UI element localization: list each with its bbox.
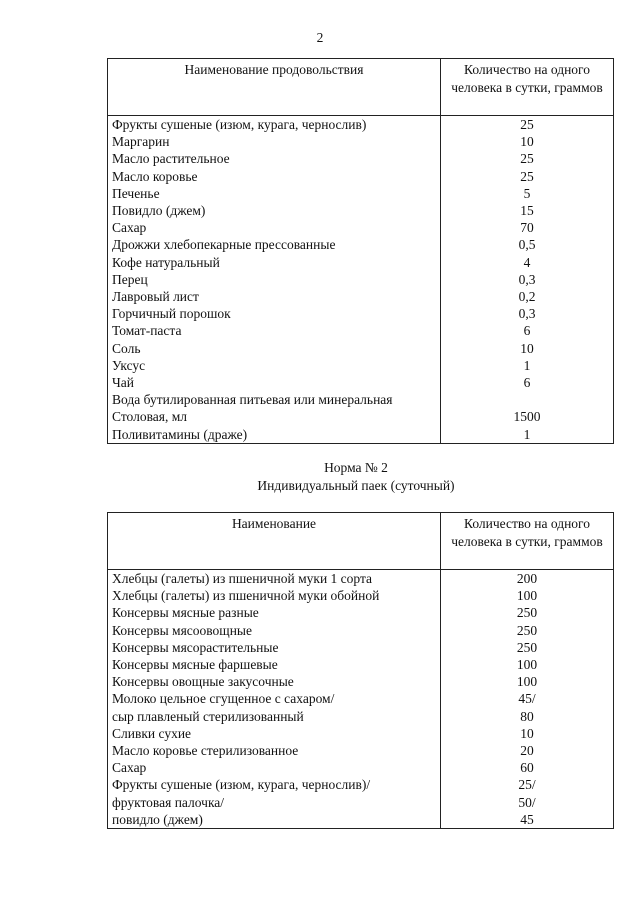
item-name: Фрукты сушеные (изюм, курага, чернослив)/ — [108, 776, 441, 793]
item-name: Молоко цельное сгущенное с сахаром/ — [108, 690, 441, 707]
item-name: Сахар — [108, 759, 441, 776]
table-row — [108, 570, 614, 588]
table-row — [108, 690, 614, 707]
norm-title: Норма № 2 — [324, 460, 388, 475]
table-row — [108, 116, 614, 134]
item-quantity: 200 — [441, 570, 614, 588]
item-quantity: 100 — [441, 587, 614, 604]
item-name: Маргарин — [108, 133, 441, 150]
norm-subtitle: Индивидуальный паек (суточный) — [257, 478, 455, 493]
item-quantity: 6 — [441, 374, 614, 391]
item-name: Сахар — [108, 219, 441, 236]
table-row — [108, 426, 614, 444]
item-quantity: 1 — [441, 357, 614, 374]
item-quantity: 10 — [441, 340, 614, 357]
item-name: Томат-паста — [108, 322, 441, 339]
table-row — [108, 759, 614, 776]
item-name: Фрукты сушеные (изюм, курага, чернослив) — [108, 116, 441, 134]
item-name: Уксус — [108, 357, 441, 374]
item-quantity: 10 — [441, 133, 614, 150]
item-name: Хлебцы (галеты) из пшеничной муки обойной — [108, 587, 441, 604]
item-quantity: 80 — [441, 708, 614, 725]
table-row — [108, 587, 614, 604]
item-name: Повидло (джем) — [108, 202, 441, 219]
item-name: Вода бутилированная питьевая или минеральная — [108, 391, 441, 408]
item-quantity: 4 — [441, 254, 614, 271]
norm-heading — [0, 459, 640, 495]
table-row — [108, 776, 614, 793]
table-row — [108, 133, 614, 150]
item-quantity: 250 — [441, 639, 614, 656]
item-quantity: 6 — [441, 322, 614, 339]
table-row — [108, 236, 614, 253]
table-row — [108, 811, 614, 829]
table-row — [108, 408, 614, 425]
table-row — [108, 219, 614, 236]
table-row — [108, 374, 614, 391]
individual-ration-table — [107, 512, 614, 829]
item-quantity: 0,3 — [441, 271, 614, 288]
table-row — [108, 288, 614, 305]
item-quantity: 250 — [441, 622, 614, 639]
table-row — [108, 622, 614, 639]
item-quantity: 20 — [441, 742, 614, 759]
item-quantity: 25 — [441, 150, 614, 167]
table-row — [108, 150, 614, 167]
item-name: Перец — [108, 271, 441, 288]
item-quantity: 45 — [441, 811, 614, 829]
item-quantity: 70 — [441, 219, 614, 236]
item-name: Горчичный порошок — [108, 305, 441, 322]
item-quantity: 10 — [441, 725, 614, 742]
item-name: Печенье — [108, 185, 441, 202]
table-body — [108, 116, 614, 444]
table-row — [108, 673, 614, 690]
page-number: 2 — [316, 30, 324, 45]
table-row — [108, 639, 614, 656]
column-header-name: Наименование продовольствия — [108, 59, 441, 116]
item-quantity: 0,5 — [441, 236, 614, 253]
item-name: Консервы мясоовощные — [108, 622, 441, 639]
item-quantity: 0,2 — [441, 288, 614, 305]
item-quantity — [441, 391, 614, 408]
column-header-quantity: Количество на одного человека в сутки, граммов — [441, 59, 614, 116]
item-quantity: 25 — [441, 116, 614, 134]
table-row — [108, 656, 614, 673]
item-quantity: 50/ — [441, 794, 614, 811]
table-row — [108, 322, 614, 339]
item-name: Консервы мясные фаршевые — [108, 656, 441, 673]
item-name: Масло растительное — [108, 150, 441, 167]
item-quantity: 5 — [441, 185, 614, 202]
item-quantity: 100 — [441, 673, 614, 690]
item-name: Соль — [108, 340, 441, 357]
table-row — [108, 202, 614, 219]
item-name: Консервы мясорастительные — [108, 639, 441, 656]
item-name: Столовая, мл — [108, 408, 441, 425]
item-quantity: 25 — [441, 168, 614, 185]
table-row — [108, 168, 614, 185]
column-header-name: Наименование — [108, 513, 441, 570]
item-name: Сливки сухие — [108, 725, 441, 742]
item-name: фруктовая палочка/ — [108, 794, 441, 811]
table-header-row — [108, 513, 614, 570]
item-name: сыр плавленый стерилизованный — [108, 708, 441, 725]
item-quantity: 100 — [441, 656, 614, 673]
table-row — [108, 185, 614, 202]
item-quantity: 0,3 — [441, 305, 614, 322]
table-row — [108, 794, 614, 811]
table-row — [108, 742, 614, 759]
item-quantity: 25/ — [441, 776, 614, 793]
column-header-quantity: Количество на одного человека в сутки, граммов — [441, 513, 614, 570]
item-name: Поливитамины (драже) — [108, 426, 441, 444]
food-norms-table — [107, 58, 614, 444]
table-row — [108, 271, 614, 288]
item-quantity: 1 — [441, 426, 614, 444]
table-row — [108, 725, 614, 742]
item-quantity: 250 — [441, 604, 614, 621]
item-name: Консервы овощные закусочные — [108, 673, 441, 690]
table-header-row — [108, 59, 614, 116]
item-quantity: 1500 — [441, 408, 614, 425]
item-name: Лавровый лист — [108, 288, 441, 305]
item-name: Хлебцы (галеты) из пшеничной муки 1 сорта — [108, 570, 441, 588]
table-body — [108, 570, 614, 829]
item-quantity: 60 — [441, 759, 614, 776]
table-row — [108, 391, 614, 408]
table-row — [108, 340, 614, 357]
item-name: Консервы мясные разные — [108, 604, 441, 621]
item-quantity: 15 — [441, 202, 614, 219]
item-name: Масло коровье стерилизованное — [108, 742, 441, 759]
item-quantity: 45/ — [441, 690, 614, 707]
table-row — [108, 305, 614, 322]
table-row — [108, 604, 614, 621]
item-name: Масло коровье — [108, 168, 441, 185]
item-name: повидло (джем) — [108, 811, 441, 829]
table-row — [108, 708, 614, 725]
item-name: Чай — [108, 374, 441, 391]
item-name: Дрожжи хлебопекарные прессованные — [108, 236, 441, 253]
item-name: Кофе натуральный — [108, 254, 441, 271]
table-row — [108, 254, 614, 271]
table-row — [108, 357, 614, 374]
